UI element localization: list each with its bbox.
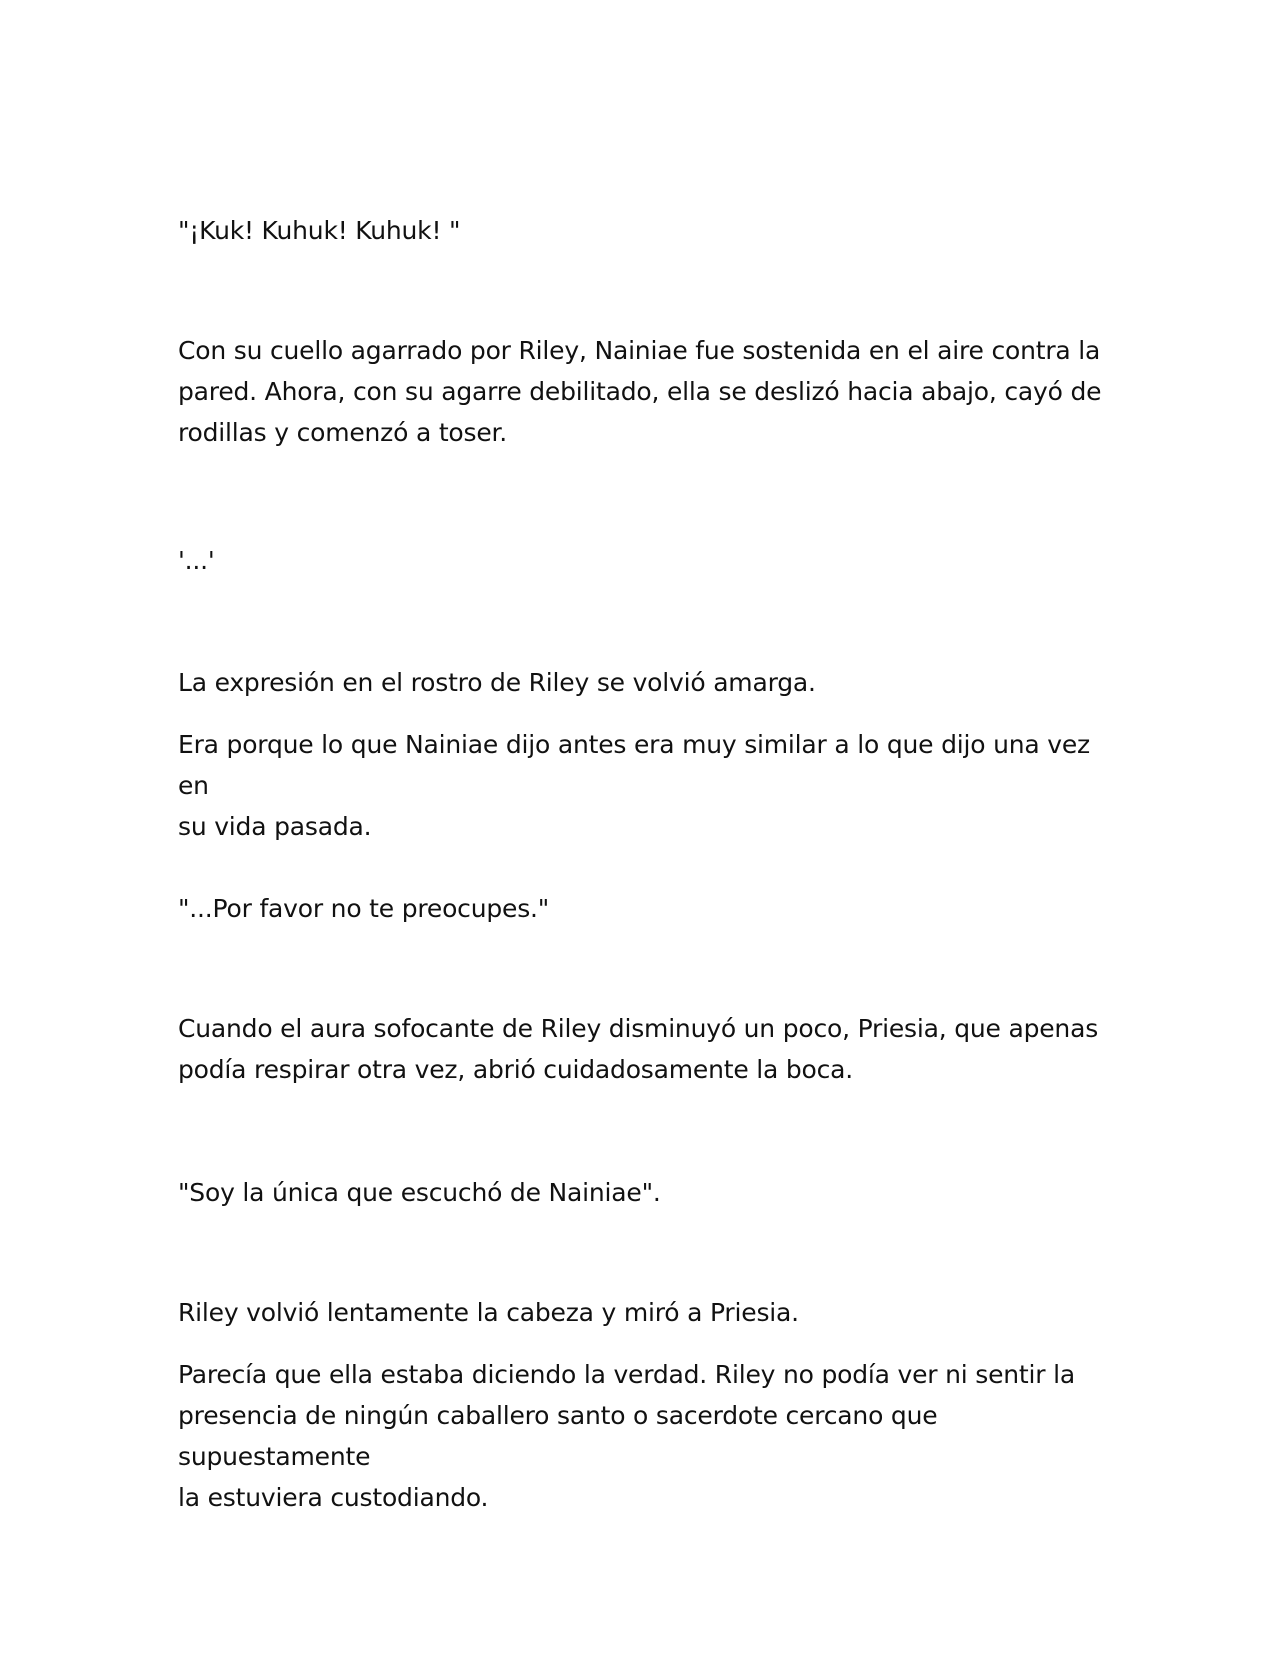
paragraph-ellipsis-thought: '...' bbox=[178, 546, 215, 575]
paragraph-narration-expression: La expresión en el rostro de Riley se volvió amarga. bbox=[178, 668, 816, 697]
paragraph-dialogue-dont-worry: "...Por favor no te preocupes." bbox=[178, 894, 550, 923]
paragraph-narration-past-life: Era porque lo que Nainiae dijo antes era muy similar a lo que dijo una vez en su vida pasada. bbox=[178, 730, 1090, 841]
paragraph-narration-turned-head: Riley volvió lentamente la cabeza y miró a Priesia. bbox=[178, 1298, 799, 1327]
paragraph-dialogue-cough: "¡Kuk! Kuhuk! Kuhuk! " bbox=[178, 216, 461, 245]
paragraph-narration-wall: Con su cuello agarrado por Riley, Nainiae fue sostenida en el aire contra la pared. Ahora, con su agarre debilitado, ella se deslizó hacia abajo, cayó de rodillas y comenzó a toser. bbox=[178, 336, 1102, 447]
paragraph-dialogue-only-one: "Soy la única que escuchó de Nainiae". bbox=[178, 1178, 661, 1207]
paragraph-narration-truth: Parecía que ella estaba diciendo la verdad. Riley no podía ver ni sentir la presencia de ningún caballero santo o sacerdote cercano que supuestamente la estuviera custodiando. bbox=[178, 1360, 1075, 1512]
paragraph-narration-priesia: Cuando el aura sofocante de Riley disminuyó un poco, Priesia, que apenas podía respirar otra vez, abrió cuidadosamente la boca. bbox=[178, 1014, 1099, 1084]
